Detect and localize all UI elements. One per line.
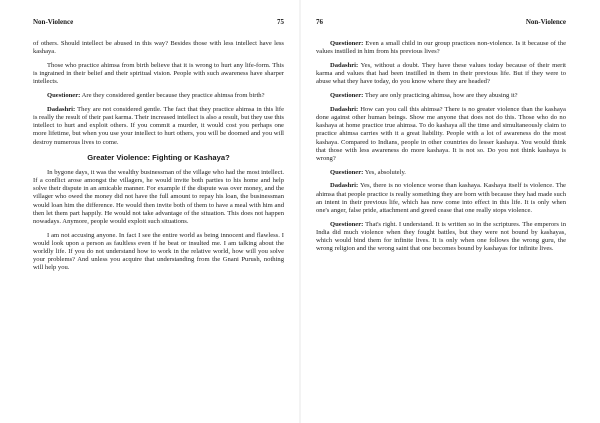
left-page-body (33, 40, 284, 273)
speaker-label: Questioner: (330, 40, 364, 47)
speaker-label: Dadashri: (330, 105, 359, 113)
right-page-header (316, 18, 566, 26)
speaker-label: Questioner: (47, 92, 81, 100)
paragraph: Questioner: Are they considered gentler because they practice ahimsa from birth? (47, 92, 265, 100)
speaker-label: Questioner: (330, 92, 364, 100)
left-page-header (33, 18, 284, 26)
paragraph: Questioner: That's right. I understand. It is written so in the scriptures. The emperors in India did much violence when they fought battles, but they were not bound by kashayas, which would bind them for infinite lives. It is only when one follows the wrong guru, the wrong religion and the wrong saint that one becomes bound by kashayas for infinite lives. (316, 220, 566, 253)
paragraph: Questioner: Even a small child in our group practices non-violence. Is it because of the values instilled in him from his previous lives? (316, 40, 566, 56)
paragraph: of others. Should intellect be abused in this way? Besides those with less intellect have less kashaya. (33, 40, 284, 56)
right-header-title: Non-Violence (525, 18, 566, 26)
paragraph: Questioner: Yes, absolutely. (330, 168, 406, 176)
speaker-label: Questioner: (330, 220, 364, 228)
paragraph: Dadashri: They are not considered gentle. The fact that they practice ahimsa in this life is really the result of their past karma. Their increased intellect is also a result, but they use this intellect to hurt and exploit others. If you commit a murder, it would cost you perhaps one more lifetime, but when you use your intellect to hurt others, you will be doomed and you will destroy numerous lives to come. (33, 105, 284, 146)
paragraph: Dadashri: Yes, there is no violence worse than kashaya. Kashaya itself is violence. The ahimsa that people practice is really something they are born with because they had made such an intent in their previous life, which has now come into effect in this life. It is only when one's anger, false pride, attachment and greed cease that one really stops violence. (316, 182, 566, 214)
speaker-label: Dadashri: (330, 182, 359, 190)
paragraph: I am not accusing anyone. In fact I see the entire world as being innocent and flawless. I would look upon a person as faultless even if he beat or insulted me. I am talking about the worldly life. If you do not understand how to work in the relative world, how will you solve your problems? And unless you acquire that understanding from the Gnani Purush, nothing will help you. (33, 231, 284, 272)
left-page-number: 75 (277, 18, 284, 26)
paragraph: Dadashri: Yes, without a doubt. They have these values today because of their merit karma and values that had been instilled in them in their previous life. But if they were to abuse what they have today, do you know where they are headed? (316, 61, 566, 86)
left-header-title: Non-Violence (33, 18, 74, 26)
section-heading: Greater Violence: Fighting or Kashaya? (87, 152, 230, 162)
right-page (300, 0, 600, 423)
paragraph: Questioner: They are only practicing ahimsa, how are they abusing it? (330, 92, 518, 100)
speaker-label: Questioner: (330, 168, 364, 176)
speaker-label: Dadashri: (330, 61, 359, 69)
speaker-label: Dadashri: (47, 105, 76, 113)
right-page-body (316, 40, 566, 253)
right-page-number: 76 (316, 18, 323, 26)
paragraph: Dadashri: How can you call this ahimsa? There is no greater violence than the kashaya done against other human beings. Show me anyone that does not do this. Those who do no kashaya at home practice true ahimsa. To do kashaya all the time and simultaneously claim to practice ahimsa carries with it a great liability. People with a lot of awareness do the most kashaya. Compared to Indians, people in other countries do lesser kashaya. You would think that those with less awareness do more kashaya. It is not so. Do you not think kashaya is wrong? (316, 105, 566, 162)
paragraph: In bygone days, it was the wealthy businessman of the village who had the most intellect. If a conflict arose amongst the villagers, he would invite both parties to his home and help solve their dispute in an amicable manner. For example if the dispute was over money, and the villager who owed the money did not have the full amount to repay his loan, the businessman would loan him the difference. He would then invite both of them to have a meal with him and then let them part happily. He would not take advantage of the situation. This does not happen nowadays. Anymore, people would exploit such situations. (33, 168, 284, 225)
paragraph: Those who practice ahimsa from birth believe that it is wrong to hurt any life-form. This is ingrained in their belief and their spiritual vision. People with such awareness have sharper intellects. (33, 61, 284, 86)
